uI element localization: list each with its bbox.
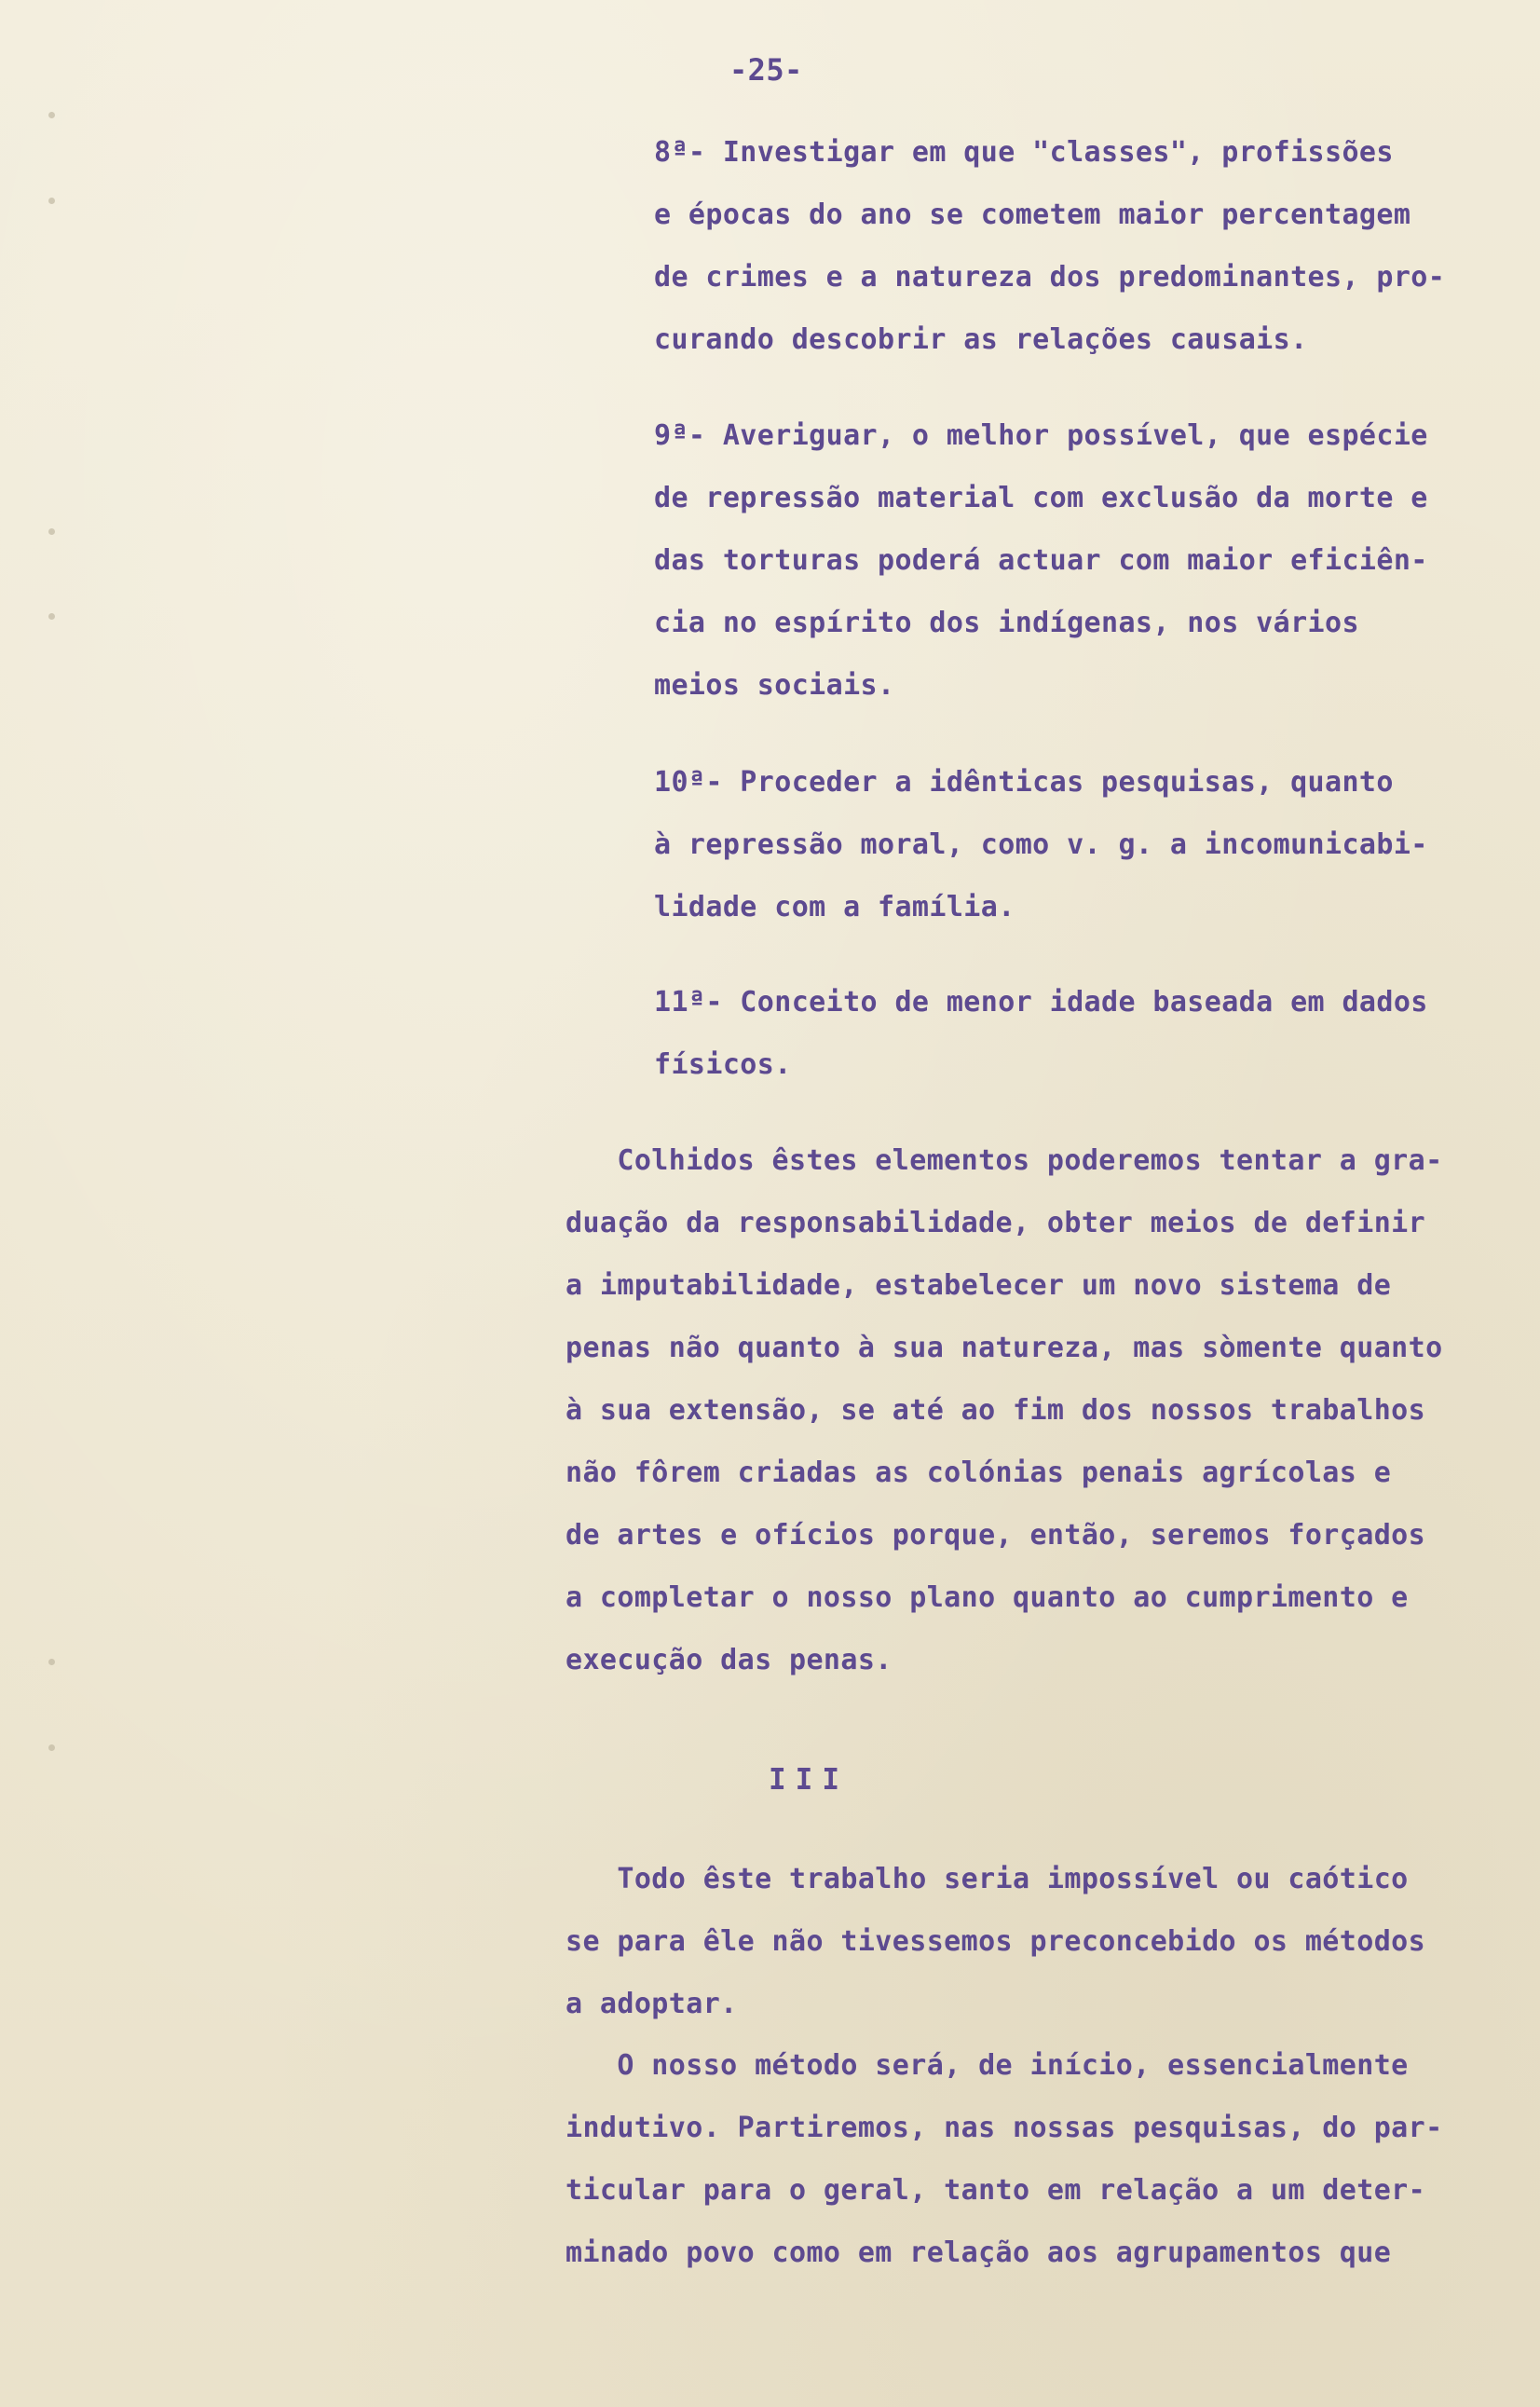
text-line: à sua extensão, se até ao fim dos nossos trabalhos [566, 1394, 1426, 1427]
list-item [654, 121, 1511, 371]
text-line: duação da responsabilidade, obter meios de definir [566, 1207, 1426, 1239]
binding-hole-mark [48, 1744, 55, 1751]
text-line: 11ª- Conceito de menor idade baseada em dados [654, 986, 1428, 1019]
list-item [654, 404, 1511, 717]
list-item [654, 751, 1511, 938]
text-line: meios sociais. [654, 669, 895, 702]
text-line: das torturas poderá actuar com maior eficiên- [654, 544, 1428, 577]
body-paragraph [566, 1129, 1516, 1691]
text-line: cia no espírito dos indígenas, nos vários [654, 607, 1359, 639]
text-line: execução das penas. [566, 1644, 893, 1676]
text-line: de crimes e a natureza dos predominantes, pro- [654, 261, 1446, 294]
body-paragraph [566, 2034, 1516, 2284]
text-line: 10ª- Proceder a idênticas pesquisas, quanto [654, 766, 1394, 799]
text-line: de repressão material com exclusão da morte e [654, 482, 1428, 514]
text-line: 8ª- Investigar em que "classes", profissões [654, 136, 1394, 169]
binding-hole-mark [48, 112, 55, 118]
section-heading: III [769, 1763, 849, 1797]
text-line: 9ª- Averiguar, o melhor possível, que espécie [654, 419, 1428, 452]
binding-hole-mark [48, 528, 55, 535]
text-line: lidade com a família. [654, 891, 1015, 923]
page-number: -25- [729, 52, 803, 88]
text-line: e épocas do ano se cometem maior percentagem [654, 198, 1411, 231]
list-item [654, 971, 1511, 1096]
text-line: de artes e ofícios porque, então, seremos forçados [566, 1519, 1426, 1552]
text-line: físicos. [654, 1048, 792, 1081]
text-line: penas não quanto à sua natureza, mas sòmente quanto [566, 1332, 1443, 1364]
text-line: se para êle não tivessemos preconcebido os métodos [566, 1925, 1426, 1958]
binding-hole-mark [48, 613, 55, 620]
text-line: não fôrem criadas as colónias penais agrícolas e [566, 1457, 1392, 1489]
text-line: a imputabilidade, estabelecer um novo sistema de [566, 1269, 1392, 1302]
text-line: minado povo como em relação aos agrupamentos que [566, 2236, 1392, 2269]
text-line: curando descobrir as relações causais. [654, 323, 1308, 356]
text-line: indutivo. Partiremos, nas nossas pesquisas, do par- [566, 2112, 1443, 2144]
text-line: Todo êste trabalho seria impossível ou caótico [566, 1863, 1409, 1895]
binding-hole-mark [48, 1659, 55, 1665]
text-line: Colhidos êstes elementos poderemos tentar a gra- [566, 1144, 1443, 1177]
body-paragraph [566, 1848, 1516, 2035]
text-line: à repressão moral, como v. g. a incomunicabi- [654, 828, 1428, 861]
text-line: ticular para o geral, tanto em relação a um deter- [566, 2174, 1426, 2207]
binding-hole-mark [48, 198, 55, 204]
text-line: a adoptar. [566, 1988, 738, 2020]
text-line: O nosso método será, de início, essencialmente [566, 2049, 1409, 2082]
text-line: a completar o nosso plano quanto ao cumprimento e [566, 1581, 1409, 1614]
